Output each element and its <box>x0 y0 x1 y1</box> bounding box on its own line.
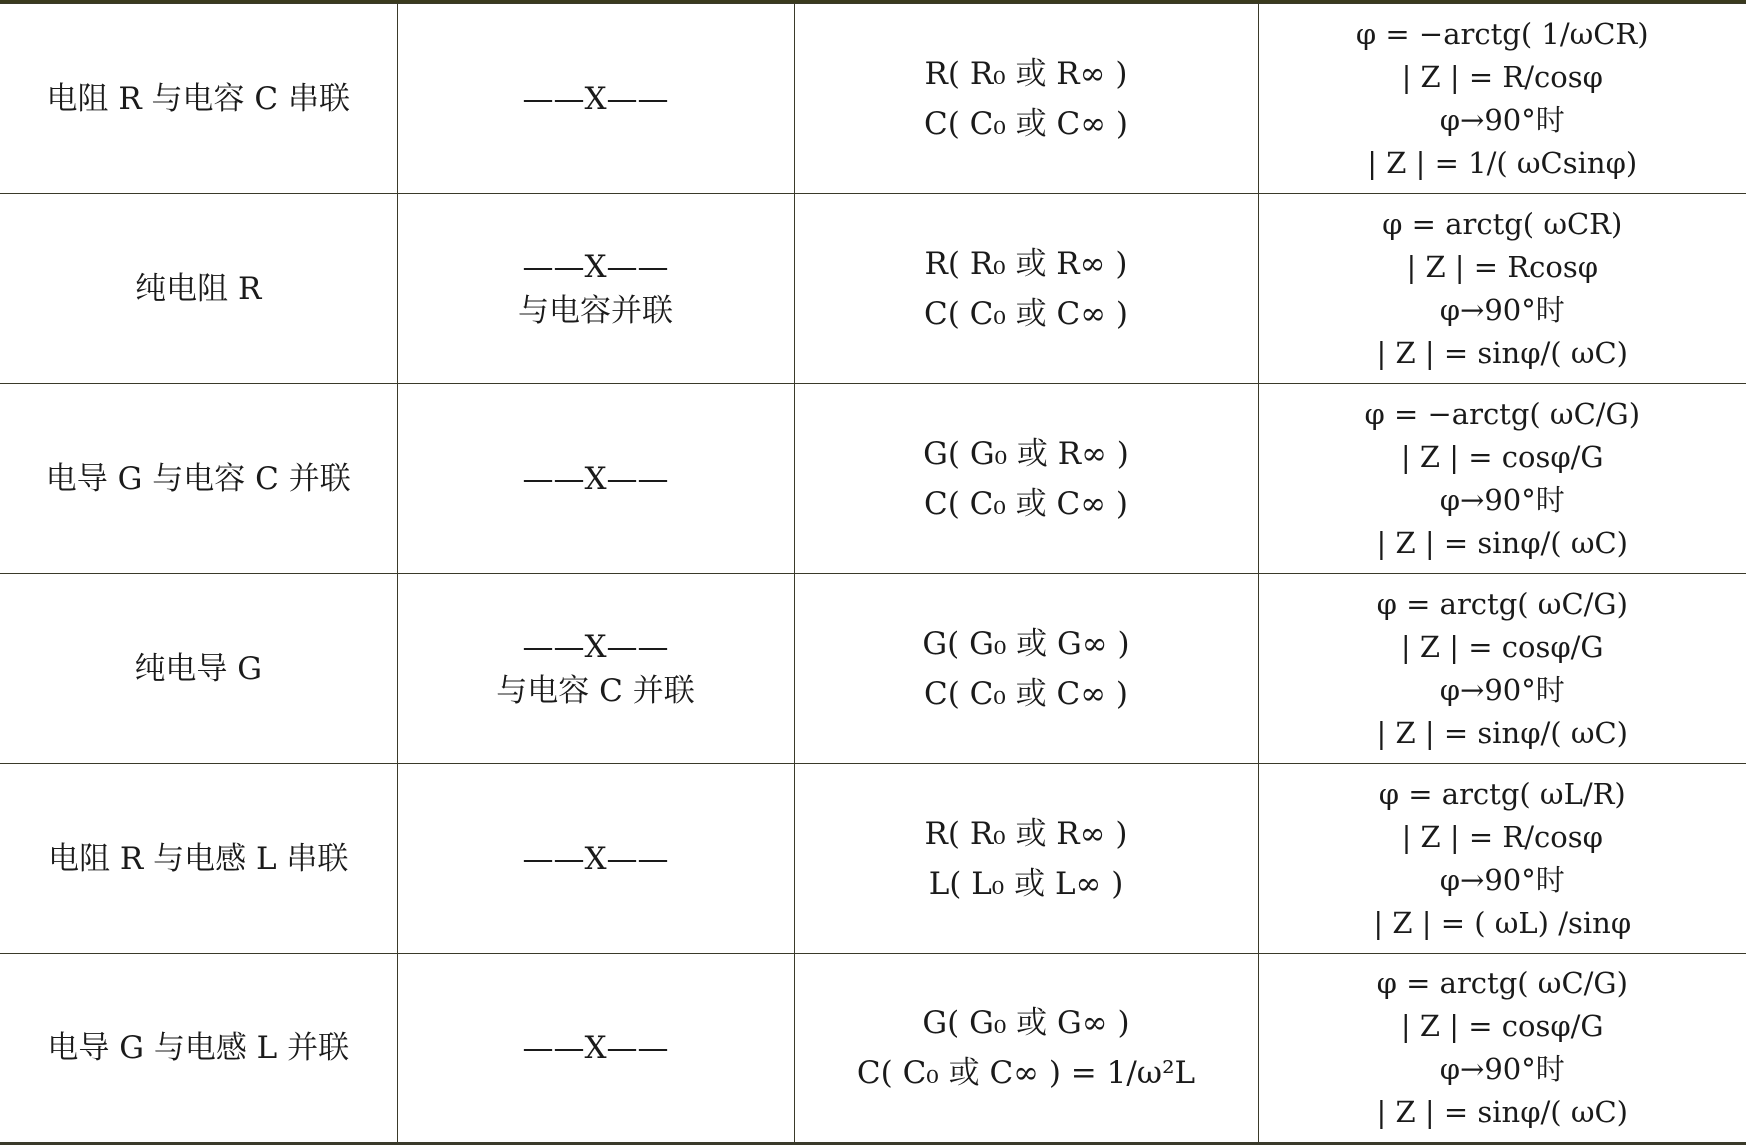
formula-line: | Z | = sinφ/( ωC) <box>1376 335 1628 370</box>
condition-text: 电导 G 与电感 L 并联 <box>47 1030 350 1066</box>
value-line: R( R₀ 或 R∞ ) <box>924 245 1128 282</box>
symbol-line: ——X—— <box>522 80 669 117</box>
value-line: L( L₀ 或 L∞ ) <box>928 865 1124 902</box>
formula-line: φ = arctg( ωC/G) <box>1376 966 1628 1000</box>
formula-line: | Z | = cosφ/G <box>1400 439 1604 474</box>
values-cell <box>794 194 1258 384</box>
table-row <box>0 384 1746 574</box>
condition-text: 电导 G 与电容 C 并联 <box>45 460 351 497</box>
condition-text: 电阻 R 与电容 C 串联 <box>46 80 350 117</box>
values-cell <box>794 4 1258 194</box>
condition-text: 纯电阻 R <box>135 270 262 307</box>
value-line: R( R₀ 或 R∞ ) <box>924 815 1128 852</box>
value-line: C( C₀ 或 C∞ ) <box>923 105 1128 142</box>
table-row <box>0 4 1746 194</box>
formula-line: | Z | = cosφ/G <box>1400 1009 1604 1043</box>
table-row <box>0 764 1746 954</box>
symbol-line: ——X—— <box>522 1030 669 1066</box>
values-cell <box>794 384 1258 574</box>
values-cell <box>794 574 1258 764</box>
symbol-cell <box>397 954 794 1144</box>
values-cell <box>794 764 1258 954</box>
condition-text: 纯电导 G <box>134 650 263 687</box>
symbol-cell <box>397 4 794 194</box>
formula-line: φ→90°时 <box>1439 862 1565 897</box>
table-row <box>0 954 1746 1144</box>
formula-line: φ→90°时 <box>1439 672 1565 707</box>
formula-line: | Z | = ( ωL) /sinφ <box>1373 905 1632 940</box>
condition-cell <box>0 954 397 1144</box>
formula-line: φ = arctg( ωL/R) <box>1378 776 1626 811</box>
value-line: C( C₀ 或 C∞ ) <box>923 295 1128 332</box>
condition-cell <box>0 764 397 954</box>
formula-line: | Z | = sinφ/( ωC) <box>1376 715 1628 750</box>
formula-line: | Z | = R/cosφ <box>1401 59 1603 94</box>
symbol-line: ——X—— <box>522 460 669 497</box>
symbol-cell <box>397 194 794 384</box>
formula-line: φ = arctg( ωCR) <box>1382 206 1623 241</box>
value-line: C( C₀ 或 C∞ ) <box>923 485 1128 522</box>
formula-line: | Z | = Rcosφ <box>1406 249 1599 284</box>
value-line: C( C₀ 或 C∞ ) = 1/ω²L <box>856 1055 1196 1091</box>
value-line: G( G₀ 或 G∞ ) <box>922 1005 1130 1041</box>
value-line: C( C₀ 或 C∞ ) <box>923 675 1128 712</box>
table-row <box>0 194 1746 384</box>
condition-cell <box>0 194 397 384</box>
formula-cell <box>1258 194 1746 384</box>
value-line: G( G₀ 或 R∞ ) <box>923 435 1129 472</box>
equivalent-circuit-table <box>0 3 1746 1145</box>
symbol-cell <box>397 764 794 954</box>
value-line: R( R₀ 或 R∞ ) <box>924 55 1128 92</box>
formula-line: φ = −arctg( 1/ωCR) <box>1355 16 1649 51</box>
condition-cell <box>0 384 397 574</box>
formula-line: φ→90°时 <box>1439 1052 1565 1086</box>
formula-line: | Z | = 1/( ωCsinφ) <box>1367 145 1638 180</box>
formula-line: φ = −arctg( ωC/G) <box>1364 396 1641 431</box>
formula-cell <box>1258 384 1746 574</box>
formula-line: | Z | = sinφ/( ωC) <box>1376 525 1628 560</box>
formula-line: φ = arctg( ωC/G) <box>1376 586 1628 621</box>
symbol-line: 与电容并联 <box>518 292 673 329</box>
condition-cell <box>0 4 397 194</box>
value-line: G( G₀ 或 G∞ ) <box>922 625 1130 662</box>
formula-cell <box>1258 574 1746 764</box>
formula-line: φ→90°时 <box>1439 482 1565 517</box>
symbol-line: ——X—— <box>522 840 669 877</box>
symbol-line: 与电容 C 并联 <box>496 672 695 709</box>
table-row <box>0 574 1746 764</box>
formula-line: | Z | = sinφ/( ωC) <box>1376 1095 1628 1129</box>
symbol-line: ——X—— <box>522 248 669 285</box>
formula-line: | Z | = cosφ/G <box>1400 629 1604 664</box>
symbol-line: ——X—— <box>522 628 669 665</box>
formula-cell <box>1258 4 1746 194</box>
formula-line: φ→90°时 <box>1439 292 1565 327</box>
formula-line: | Z | = R/cosφ <box>1401 819 1603 854</box>
condition-cell <box>0 574 397 764</box>
symbol-cell <box>397 574 794 764</box>
formula-cell <box>1258 764 1746 954</box>
symbol-cell <box>397 384 794 574</box>
formula-line: φ→90°时 <box>1439 102 1565 137</box>
values-cell <box>794 954 1258 1144</box>
formula-cell <box>1258 954 1746 1144</box>
condition-text: 电阻 R 与电感 L 串联 <box>48 840 349 877</box>
